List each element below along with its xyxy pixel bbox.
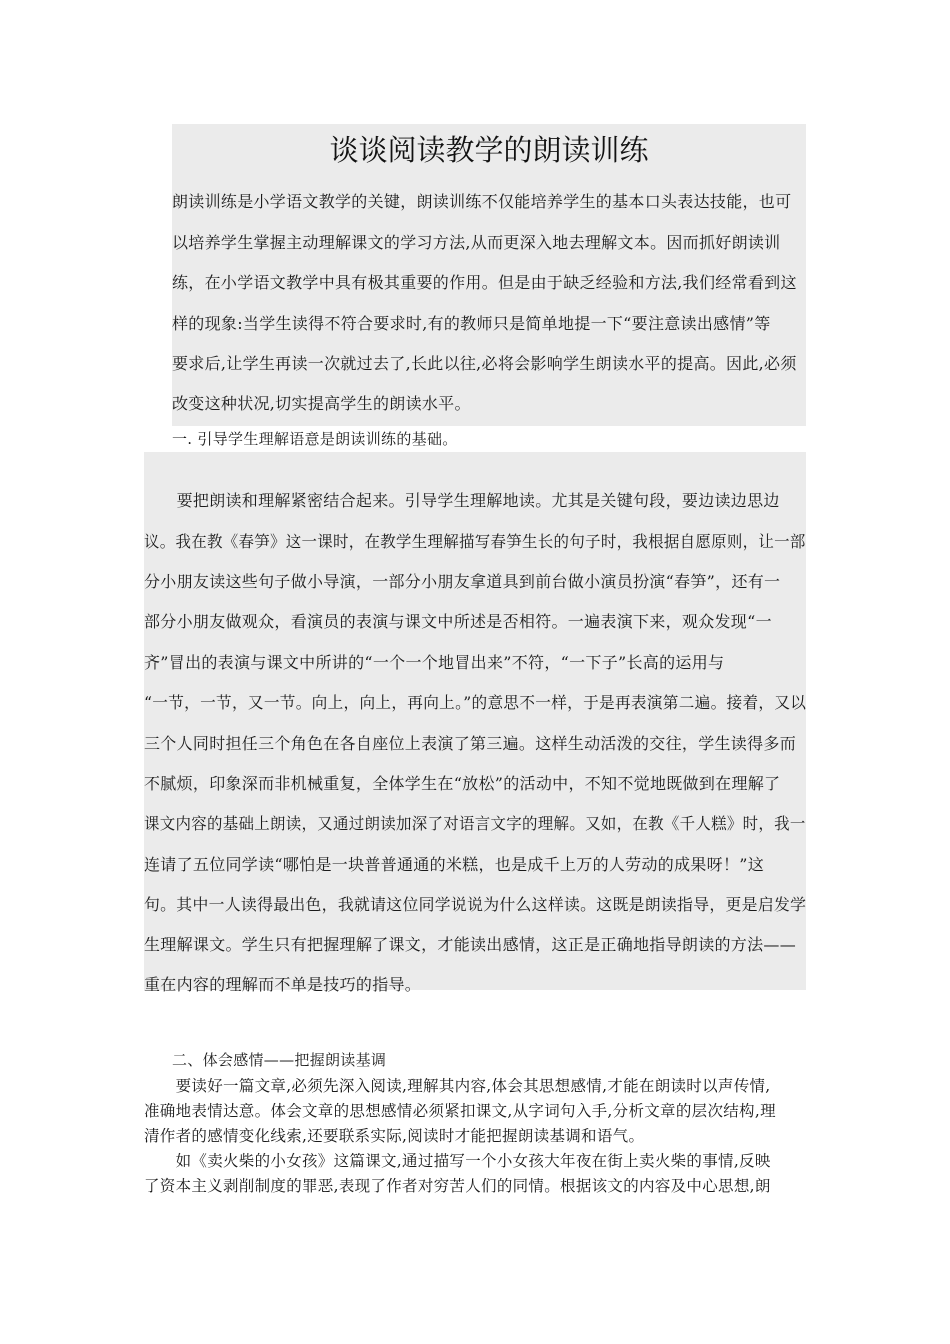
intro-line: 要求后,让学生再读一次就过去了,长此以往,必将会影响学生朗读水平的提高。因此,必须 — [172, 354, 797, 373]
section-1-line: 齐”冒出的表演与课文中所讲的“一个一个地冒出来”不符，“一下子”长高的运用与 — [144, 653, 725, 672]
section-1-heading: 一. 引导学生理解语意是朗读训练的基础。 — [172, 430, 458, 448]
section-2-line: 清作者的感情变化线索,还要联系实际,阅读时才能把握朗读基调和语气。 — [144, 1127, 645, 1145]
section-2-line: 准确地表情达意。体会文章的思想感情必须紧扣课文,从字词句入手,分析文章的层次结构,理 — [144, 1102, 776, 1120]
section-2-line: 要读好一篇文章,必须先深入阅读,理解其内容,体会其思想感情,才能在朗读时以声传情, — [144, 1077, 771, 1095]
intro-line: 朗读训练是小学语文教学的关键，朗读训练不仅能培养学生的基本口头表达技能，也可 — [172, 192, 792, 211]
intro-line: 练，在小学语文教学中具有极其重要的作用。但是由于缺乏经验和方法,我们经常看到这 — [172, 273, 797, 292]
document-title: 谈谈阅读教学的朗读训练 — [329, 133, 649, 167]
section-1-line: 句。其中一人读得最出色，我就请这位同学说说为什么这样读。这既是朗读指导，更是启发学 — [144, 895, 807, 914]
intro-line: 以培养学生掌握主动理解课文的学习方法,从而更深入地去理解文本。因而抓好朗读训 — [172, 233, 781, 252]
section-1-line: 三个人同时担任三个角色在各自座位上表演了第三遍。这样生动活泼的交往，学生读得多而 — [144, 734, 797, 753]
section-1-line: 连请了五位同学读“哪怕是一块普普通通的米糕，也是成千上万的人劳动的成果呀！”这 — [144, 855, 765, 874]
section-1-line: 不腻烦，印象深而非机械重复，全体学生在“放松”的活动中，不知不觉地既做到在理解了 — [144, 774, 781, 793]
section-1-line: “一节，一节，又一节。向上，向上，再向上。”的意思不一样，于是再表演第二遍。接着，又以 — [144, 693, 807, 712]
section-1-line: 生理解课文。学生只有把握理解了课文，才能读出感情，这正是正确地指导朗读的方法—— — [144, 935, 797, 954]
section-1-line: 课文内容的基础上朗读，又通过朗读加深了对语言文字的理解。又如，在教《千人糕》时，我一 — [144, 814, 806, 833]
intro-line: 改变这种状况,切实提高学生的朗读水平。 — [172, 394, 471, 413]
section-1-line: 部分小朋友做观众，看演员的表演与课文中所述是否相符。一遍表演下来，观众发现“一 — [144, 612, 772, 631]
section-2-line: 了资本主义剥削制度的罪恶,表现了作者对穷苦人们的同情。根据该文的内容及中心思想,朗 — [144, 1177, 771, 1195]
section-1-line: 要把朗读和理解紧密结合起来。引导学生理解地读。尤其是关键句段，要边读边思边 — [144, 491, 780, 510]
section-2-line: 如《卖火柴的小女孩》这篇课文,通过描写一个小女孩大年夜在街上卖火柴的事情,反映 — [144, 1152, 771, 1170]
section-2-heading: 二、体会感情——把握朗读基调 — [172, 1051, 387, 1069]
intro-line: 样的现象:当学生读得不符合要求时,有的教师只是简单地提一下“要注意读出感情”等 — [172, 314, 771, 333]
section-1-line: 议。我在教《春笋》这一课时，在教学生理解描写春笋生长的句子时，我根据自愿原则，让一部 — [144, 532, 806, 551]
section-1-line: 分小朋友读这些句子做小导演，一部分小朋友拿道具到前台做小演员扮演“春笋”，还有一 — [144, 572, 781, 591]
section-1-line: 重在内容的理解而不单是技巧的指导。 — [144, 975, 422, 994]
